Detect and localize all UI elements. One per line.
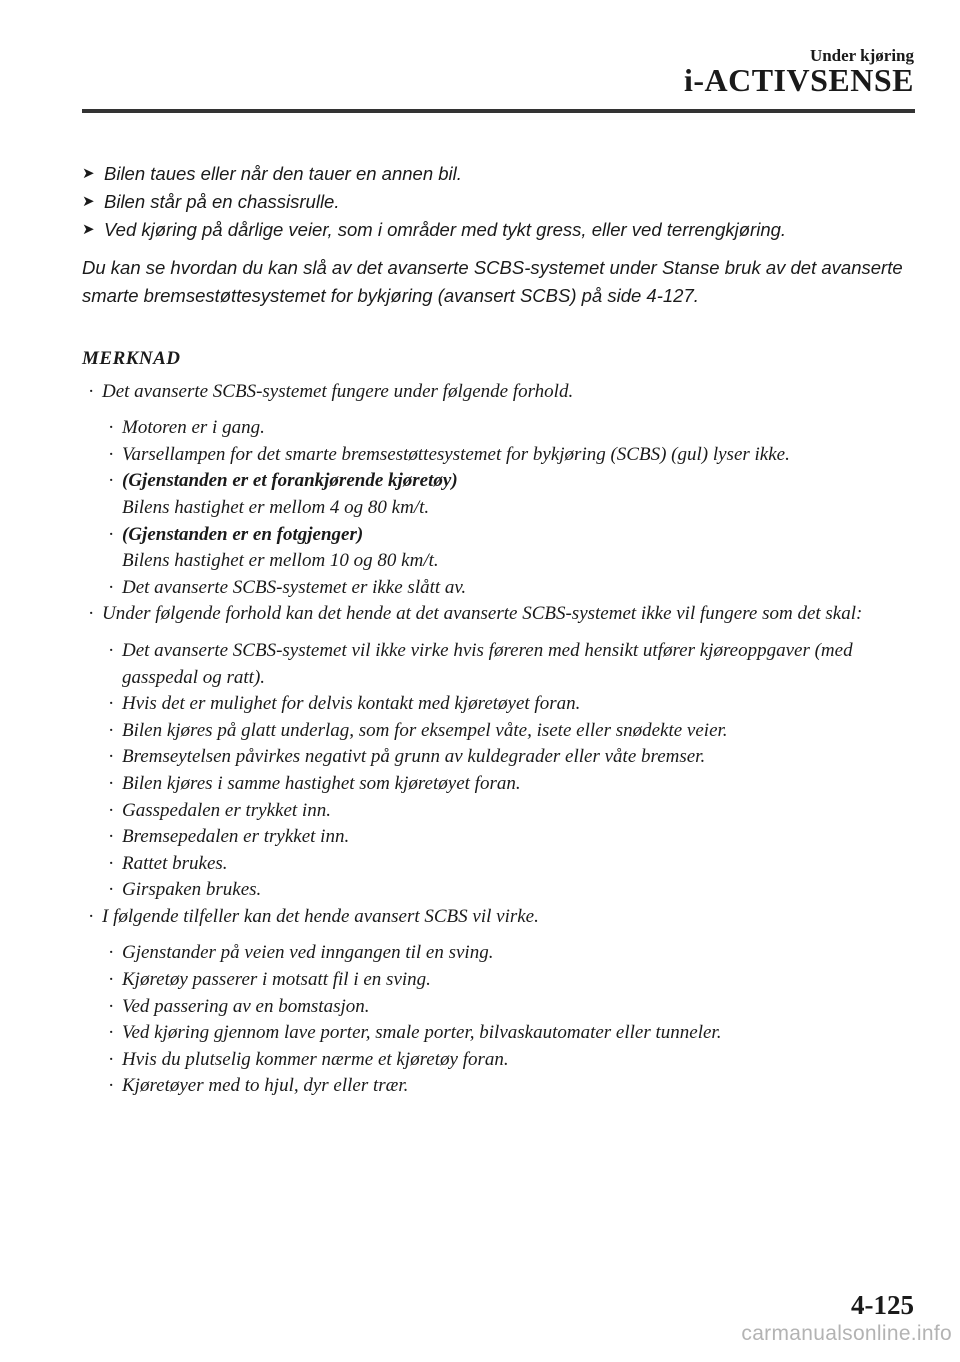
sub-bullet-text: Bilen kjøres på glatt underlag, som for eksempel våte, isete eller snødekte veier.	[122, 719, 728, 741]
chapter-title: i-ACTIVSENSE	[683, 62, 914, 98]
bullet-dot-icon: ·	[108, 470, 115, 492]
sub-bullet-text: Bilen kjøres i samme hastighet som kjøretøyet foran.	[122, 772, 521, 794]
sub-bullet	[82, 1047, 918, 1074]
sub-bullet	[82, 967, 918, 994]
sub-bullet	[82, 442, 918, 469]
sub-bullet	[82, 718, 918, 745]
condition-text: Ved kjøring på dårlige veier, som i områder med tykt gress, eller ved terrengkjøring.	[104, 219, 787, 240]
sub-bullet-text: Gjenstander på veien ved inngangen til en sving.	[122, 942, 494, 964]
sub-bullet	[82, 798, 918, 825]
sub-bullet	[82, 994, 918, 1021]
bullet-dot-icon: ·	[108, 576, 115, 598]
sub-bullet	[82, 1073, 918, 1100]
sub-bullet-text: Bremsepedalen er trykket inn.	[122, 826, 350, 848]
bullet-dot-icon: ·	[108, 852, 115, 874]
sub-bullet-text: Bilens hastighet er mellom 10 og 80 km/t.	[122, 550, 439, 572]
condition-text: Bilen står på en chassisrulle.	[104, 191, 340, 212]
sub-bullet	[82, 940, 918, 967]
note-title: MERKNAD	[82, 348, 181, 369]
sub-bullet	[82, 575, 918, 602]
sub-bullet-heading: (Gjenstanden er en fotgjenger)	[122, 523, 364, 545]
sub-bullet	[82, 851, 918, 878]
sub-bullet	[82, 771, 918, 798]
bullet-dot-icon: ·	[108, 719, 115, 741]
bullet-dot-icon: ·	[108, 1022, 115, 1044]
sub-bullet-text: Motoren er i gang.	[122, 417, 265, 439]
sub-bullet	[82, 468, 918, 521]
sub-bullet-text: Kjøretøyer med to hjul, dyr eller trær.	[122, 1075, 409, 1097]
bullet-dot-icon: ·	[88, 603, 95, 625]
bullet-dot-icon: ·	[108, 417, 115, 439]
sub-bullet	[82, 415, 918, 442]
sub-bullet	[82, 638, 918, 691]
sub-bullet-text: Det avanserte SCBS-systemet vil ikke virke hvis føreren med hensikt utfører kjøreoppgaver (med gasspedal og ratt).	[122, 639, 853, 688]
sub-bullet-text: Ved kjøring gjennom lave porter, smale porter, bilvaskautomater eller tunneler.	[122, 1022, 722, 1044]
page-number: 4-125	[851, 1290, 914, 1320]
header-divider	[82, 109, 915, 113]
sub-bullet	[82, 877, 918, 904]
sub-bullet-text: Kjøretøy passerer i motsatt fil i en sving.	[122, 969, 431, 991]
page-content	[82, 160, 918, 1100]
sub-bullet-text: Gasspedalen er trykket inn.	[122, 799, 331, 821]
reference-paragraph: Du kan se hvordan du kan slå av det avanserte SCBS-systemet under Stanse bruk av det avanserte smarte bremsestøttesystemet for bykjøring (avansert SCBS) på side 4-127.	[82, 257, 903, 306]
sub-bullet-text: Bremseytelsen påvirkes negativt på grunn av kuldegrader eller våte bremser.	[122, 746, 706, 768]
bullet-dot-icon: ·	[108, 443, 115, 465]
bullet-dot-icon: ·	[108, 799, 115, 821]
note-bullet	[82, 904, 918, 931]
sub-bullet-text: Rattet brukes.	[122, 852, 228, 874]
note-bullet	[82, 379, 918, 406]
sub-bullet	[82, 522, 918, 575]
note-bullet-text: Under følgende forhold kan det hende at det avanserte SCBS-systemet ikke vil fungere som det skal:	[102, 603, 863, 625]
sub-bullet-text: Bilens hastighet er mellom 4 og 80 km/t.	[122, 496, 430, 518]
sub-bullet-text: Det avanserte SCBS-systemet er ikke slått av.	[122, 576, 467, 598]
bullet-dot-icon: ·	[108, 969, 115, 991]
condition-item	[82, 216, 918, 244]
arrow-bullet-icon: ➤	[82, 221, 95, 238]
bullet-dot-icon: ·	[88, 380, 95, 402]
section-title: Under kjøring	[809, 46, 914, 65]
note-bullet-text: I følgende tilfeller kan det hende avansert SCBS vil virke.	[102, 905, 539, 927]
bullet-dot-icon: ·	[108, 995, 115, 1017]
condition-text: Bilen taues eller når den tauer en annen bil.	[104, 163, 462, 184]
sub-bullet	[82, 824, 918, 851]
condition-item	[82, 188, 918, 216]
bullet-dot-icon: ·	[108, 746, 115, 768]
sub-bullet	[82, 744, 918, 771]
sub-bullet-text: Varsellampen for det smarte bremsestøttesystemet for bykjøring (SCBS) (gul) lyser ikke.	[122, 443, 790, 465]
sub-bullet-heading: (Gjenstanden er et forankjørende kjøretøy)	[122, 470, 458, 492]
bullet-dot-icon: ·	[108, 639, 115, 661]
condition-item	[82, 160, 918, 188]
note-bullet	[82, 601, 918, 628]
sub-bullet	[82, 691, 918, 718]
bullet-dot-icon: ·	[108, 693, 115, 715]
sub-bullet-text: Ved passering av en bomstasjon.	[122, 995, 370, 1017]
bullet-dot-icon: ·	[108, 879, 115, 901]
bullet-dot-icon: ·	[108, 772, 115, 794]
sub-bullet-text: Hvis du plutselig kommer nærme et kjøretøy foran.	[122, 1048, 509, 1070]
arrow-bullet-icon: ➤	[82, 165, 95, 182]
watermark-text: carmanualsonline.info	[741, 1322, 952, 1345]
bullet-dot-icon: ·	[108, 826, 115, 848]
sub-bullet	[82, 1020, 918, 1047]
bullet-dot-icon: ·	[108, 523, 115, 545]
note-bullet-text: Det avanserte SCBS-systemet fungere under følgende forhold.	[102, 380, 574, 402]
sub-bullet-text: Girspaken brukes.	[122, 879, 262, 901]
bullet-dot-icon: ·	[108, 1075, 115, 1097]
bullet-dot-icon: ·	[108, 1048, 115, 1070]
bullet-dot-icon: ·	[88, 905, 95, 927]
bullet-dot-icon: ·	[108, 942, 115, 964]
sub-bullet-text: Hvis det er mulighet for delvis kontakt med kjøretøyet foran.	[122, 693, 581, 715]
arrow-bullet-icon: ➤	[82, 193, 95, 210]
